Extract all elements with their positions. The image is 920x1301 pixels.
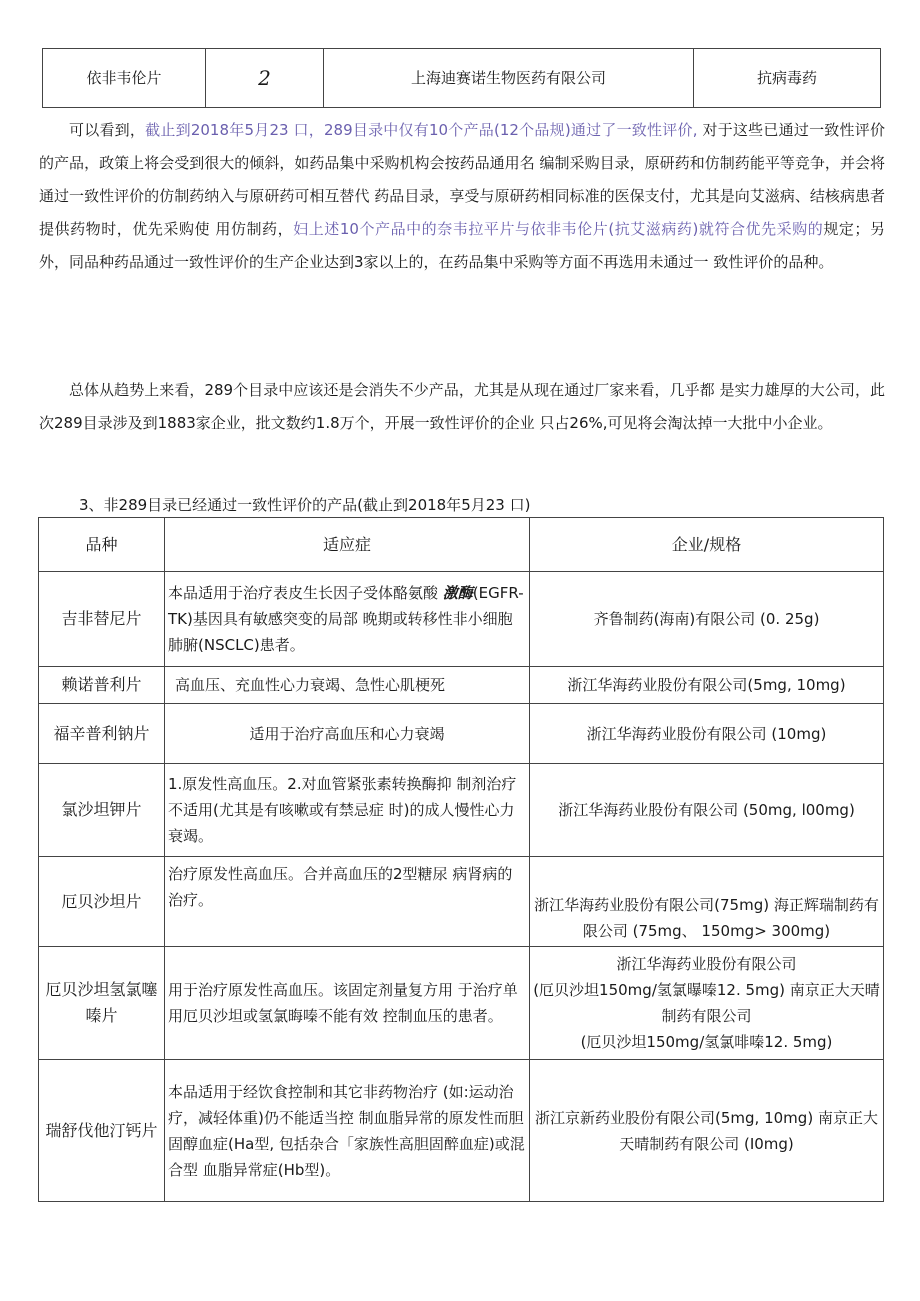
table-row — [39, 667, 884, 704]
enterprise-cell: 浙江京新药业股份有限公司(5mg, 10mg) 南京正大天晴制药有限公司 (I0mg) — [530, 1060, 884, 1202]
variety-cell: 吉非替尼片 — [39, 572, 165, 667]
table-row — [39, 704, 884, 764]
table-row — [43, 49, 881, 108]
passed-products-table — [38, 517, 884, 1202]
indication-cell: 本品适用于治疗表皮生长因子受体酪氨酸 激酶(EGFR-TK)基因具有敏感突变的局部 晚期或转移性非小细胞肺腑(NSCLC)患者。 — [165, 572, 530, 667]
table-row — [39, 572, 884, 667]
enterprise-cell: 齐鲁制药(海南)有限公司 (0. 25g) — [530, 572, 884, 667]
variety-cell: 厄贝沙坦氢氯噻嗪片 — [39, 947, 165, 1060]
variety-cell: 瑞舒伐他汀钙片 — [39, 1060, 165, 1202]
previous-table-last-row — [42, 48, 881, 108]
header-indication: 适应症 — [165, 518, 530, 572]
enterprise-cell: 浙江华海药业股份有限公司(5mg, 10mg) — [530, 667, 884, 704]
variety-cell: 氯沙坦钾片 — [39, 764, 165, 857]
enterprise-cell: 浙江华海药业股份有限公司 (10mg) — [530, 704, 884, 764]
enterprise-cell: 浙江华海药业股份有限公司(75mg) 海正辉瑞制药有限公司 (75mg、 150mg> 300mg) — [530, 857, 884, 947]
highlight-text: 妇上述10个产品中的奈韦拉平片与依非韦伦片(抗艾滋病药)就符合优先采购的 — [293, 220, 824, 238]
category-cell: 抗病毒药 — [694, 49, 881, 108]
paragraph-consistency-evaluation: 可以看到，截止到2018年5月23 口，289目录中仅有10个产品(12个品规)通过了一致性评价, 对于这些已通过一致性评价的产品，政策上将会受到很大的倾斜，如药品集中采购机构会按药品通用名 编制采购目录，原研药和仿制药能平等竞争，并会将通过一致性评价的仿制药纳入与原研药可相互替代 药品目录，享受与原研药相同标准的医保支付，尤其是向艾滋病、结核病患者提供药物时，优先采购使 用仿制药，妇上述10个产品中的奈韦拉平片与依非韦伦片(抗艾滋病药)就符合优先采购的规定；另 外，同品种药品通过一致性评价的生产企业达到3家以上的，在药品集中采购等方面不再选用未通过一 致性评价的品种。 — [39, 121, 885, 271]
paragraph-trend-analysis: 总体从趋势上来看，289个目录中应该还是会消失不少产品，尤其是从现在通过厂家来看，几乎都 是实力雄厚的大公司，此次289目录涉及到1883家企业，批文数约1.8万个，开展一致性评价的企业 只占26%,可见将会淘汰掉一大批中小企业。 — [39, 381, 885, 432]
table-row — [39, 764, 884, 857]
table-header-row — [39, 518, 884, 572]
company-cell: 上海迪赛诺生物医药有限公司 — [324, 49, 694, 108]
drug-name-cell: 依非韦伦片 — [43, 49, 206, 108]
enterprise-cell: 浙江华海药业股份有限公司 (50mg, l00mg) — [530, 764, 884, 857]
header-enterprise: 企业/规格 — [530, 518, 884, 572]
indication-cell: 适用于治疗高血压和心力衰竭 — [165, 704, 530, 764]
indication-cell: 用于治疗原发性高血压。该固定剂量复方用 于治疗单用厄贝沙坦或氢氯晦嗪不能有效 控制血压的患者。 — [165, 947, 530, 1060]
variety-cell: 厄贝沙坦片 — [39, 857, 165, 947]
indication-cell: 治疗原发性高血压。合并高血压的2型糖尿 病肾病的治疗。 — [165, 857, 530, 947]
variety-cell: 赖诺普利片 — [39, 667, 165, 704]
highlight-text: 截止到2018年5月23 口，289目录中仅有10个产品(12个品规)通过了一致性评价, — [145, 121, 698, 139]
indication-cell: 高血压、充血性心力衰竭、急性心肌梗死 — [165, 667, 530, 704]
table-row — [39, 947, 884, 1060]
table-row — [39, 857, 884, 947]
indication-cell: 本品适用于经饮食控制和其它非药物治疗 (如:运动治疗，减轻体重)仍不能适当控 制血脂异常的原发性而胆固醇血症(Ha型, 包括杂合「家族性高胆固醉血症)或混合型 血脂异常症(Hb型)。 — [165, 1060, 530, 1202]
indication-cell: 1.原发性高血压。2.对血管紧张素转换酶抑 制剂治疗不适用(尤其是有咳嗽或有禁忌症 时)的成人慢性心力衰竭。 — [165, 764, 530, 857]
table-caption: 3、非289目录已经通过一致性评价的产品(截止到2018年5月23 口) — [79, 496, 531, 514]
count-cell: 2 — [206, 49, 324, 108]
variety-cell: 福辛普利钠片 — [39, 704, 165, 764]
header-variety: 品种 — [39, 518, 165, 572]
table-row — [39, 1060, 884, 1202]
enterprise-cell: 浙江华海药业股份有限公司 (厄贝沙坦150mg/氢氯曝嗪12. 5mg) 南京正大天晴制药有限公司 (厄贝沙坦150mg/氢氯啡嗪12. 5mg) — [530, 947, 884, 1060]
